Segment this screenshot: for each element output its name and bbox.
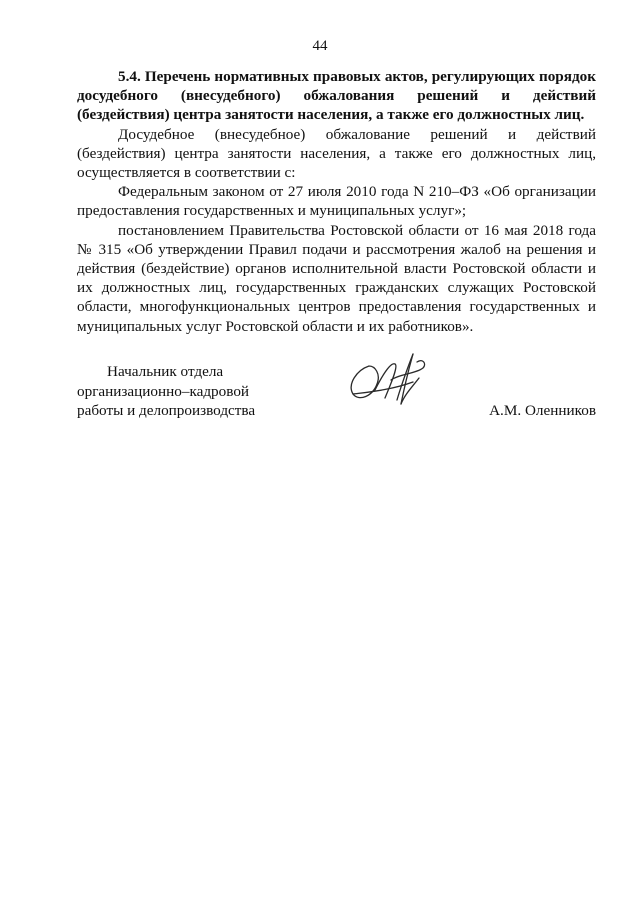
signer-name: А.М. Оленников: [489, 402, 596, 419]
paragraph-federal-law: Федеральным законом от 27 июля 2010 года N 210–ФЗ «Об организации предоставления государственных и муниципальных услуг»;: [77, 183, 596, 220]
signer-position: [77, 362, 297, 421]
section-heading: 5.4. Перечень нормативных правовых актов, регулирующих порядок досудебного (внесудебного) обжалования решений и действий (бездействия) центра занятости населения, а также его должностных лиц.: [77, 68, 596, 124]
page-number: 44: [312, 38, 328, 54]
signer-position-line: работы и делопроизводства: [77, 402, 256, 419]
signer-position-line: Начальник отдела: [107, 363, 224, 380]
signer-position-line: организационно–кадровой: [77, 382, 250, 400]
section-content: [77, 67, 596, 336]
paragraph-regional-resolution: постановлением Правительства Ростовской области от 16 мая 2018 года № 315 «Об утверждении Правил подачи и рассмотрения жалоб на решения и действия (бездействие) органов исполнительной власти Ростовской области и их должностных лиц, государственных гражданских служащих Ростовской области, многофункциональных центров предоставления государственных и муниципальных услуг Ростовской области и их работников».: [77, 221, 596, 335]
paragraph-intro: Досудебное (внесудебное) обжалование решений и действий (бездействия) центра занятости населения, а также его должностных лиц, осуществляется в соответствии с:: [77, 125, 596, 182]
handwritten-signature-icon: [339, 344, 435, 418]
signature-block: [77, 362, 596, 432]
